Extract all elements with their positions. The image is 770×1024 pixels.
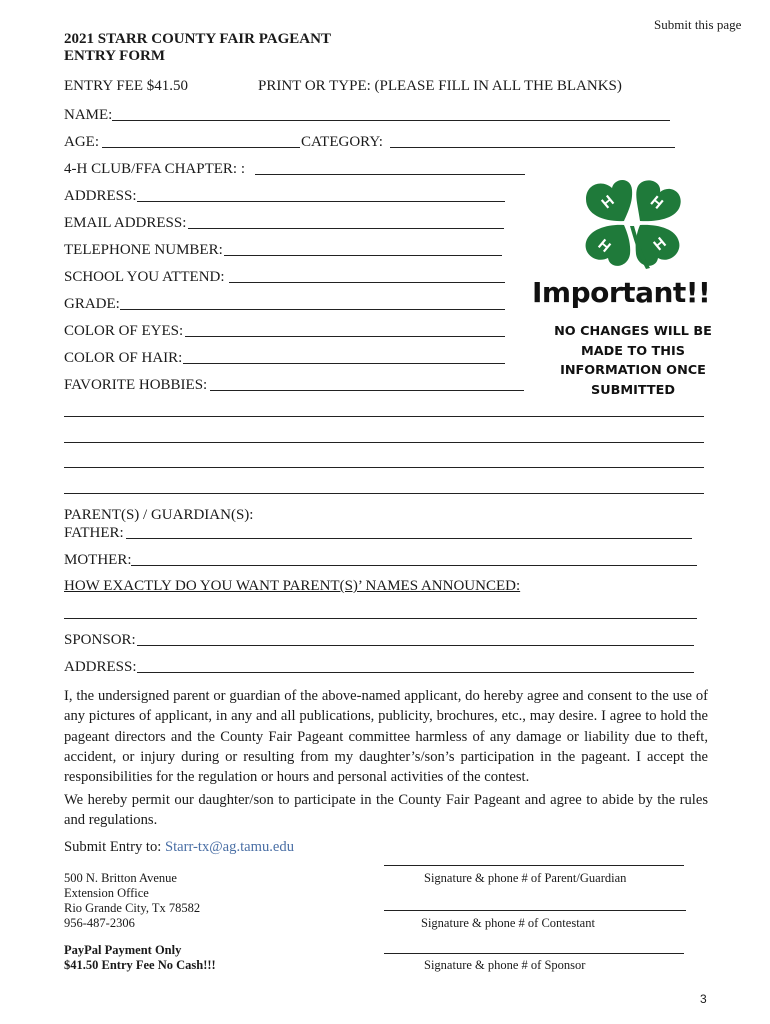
grade-label: GRADE: [64, 296, 120, 312]
agreement-paragraph: I, the undersigned parent or guardian of the above-named applicant, do hereby agree and consent to the use of any pictures of applicant, in any and all publications, publicity, brochures, etc., may desire. I agree to hold the pageant directors and the County Fair Pageant committee harmless of any damage or liability due to theft, accident, or injury during or resulting from my daughter’s/son’s participation in the pageant. I accept the responsibilities for the regulation or hours and personal activities of the contest. [64, 688, 708, 786]
notice-line: SUBMITTED [591, 382, 675, 398]
email-field[interactable] [188, 228, 504, 229]
page-number: 3 [700, 992, 707, 1006]
svg-text:H: H [650, 234, 670, 255]
parent-signature-label: Signature & phone # of Parent/Guardian [424, 871, 627, 885]
office-phone: 956-487-2306 [64, 916, 135, 930]
svg-text:H: H [598, 192, 618, 213]
parent-signature-field[interactable] [384, 865, 684, 866]
mother-label: MOTHER: [64, 552, 132, 568]
submit-entry [64, 839, 294, 856]
fill-instructions: PRINT OR TYPE: (PLEASE FILL IN ALL THE BLANKS) [258, 78, 622, 94]
hobbies-field[interactable] [210, 390, 524, 391]
hobbies-extra-line[interactable] [64, 416, 704, 417]
form-title: 2021 STARR COUNTY FAIR PAGEANT [64, 31, 331, 47]
sponsor-field[interactable] [137, 645, 694, 646]
hobbies-extra-line[interactable] [64, 493, 704, 494]
address-label: ADDRESS: [64, 188, 137, 204]
important-heading: Important!! [532, 276, 711, 309]
age-field[interactable] [102, 147, 300, 148]
school-label: SCHOOL YOU ATTEND: [64, 269, 225, 285]
form-subtitle: ENTRY FORM [64, 48, 165, 64]
announce-label: HOW EXACTLY DO YOU WANT PARENT(S)’ NAMES ANNOUNCED: [64, 578, 521, 594]
svg-text:H: H [646, 192, 667, 213]
eyes-field[interactable] [185, 336, 505, 337]
hobbies-extra-line[interactable] [64, 467, 704, 468]
father-label: FATHER: [64, 525, 124, 541]
address-field[interactable] [137, 201, 505, 202]
hobbies-label: FAVORITE HOBBIES: [64, 377, 208, 393]
parents-heading: PARENT(S) / GUARDIAN(S): [64, 507, 254, 523]
club-field[interactable] [255, 174, 525, 175]
telephone-label: TELEPHONE NUMBER: [64, 242, 223, 258]
hair-label: COLOR OF HAIR: [64, 350, 183, 366]
notice-line: INFORMATION ONCE [560, 363, 706, 378]
school-field[interactable] [229, 282, 505, 283]
permission-paragraph: We hereby permit our daughter/son to participate in the County Fair Pageant and agree to abide by the rules and regulations. [64, 792, 708, 829]
telephone-field[interactable] [224, 255, 502, 256]
clover-logo-icon [576, 174, 688, 272]
sponsor-signature-label: Signature & phone # of Sponsor [424, 958, 586, 972]
club-label: 4-H CLUB/FFA CHAPTER: : [64, 161, 246, 177]
email-label: EMAIL ADDRESS: [64, 215, 187, 231]
notice-line: NO CHANGES WILL BE [554, 324, 712, 339]
payment-fee: $41.50 Entry Fee No Cash!!! [64, 958, 216, 972]
sponsor-label: SPONSOR: [64, 632, 136, 648]
submit-email-link[interactable]: Starr-tx@ag.tamu.edu [164, 839, 295, 855]
announce-field[interactable] [64, 618, 697, 619]
svg-text:H: H [594, 236, 614, 257]
office-name: Extension Office [64, 886, 149, 900]
submit-entry-label: Submit Entry to: [64, 839, 162, 855]
sponsor-signature-field[interactable] [384, 953, 684, 954]
eyes-label: COLOR OF EYES: [64, 323, 184, 339]
payment-method: PayPal Payment Only [64, 943, 182, 957]
mother-field[interactable] [131, 565, 697, 566]
notice-line: MADE TO THIS [581, 343, 685, 359]
office-city: Rio Grande City, Tx 78582 [64, 901, 201, 915]
office-street: 500 N. Britton Avenue [64, 871, 177, 885]
age-label: AGE: [64, 134, 99, 150]
name-label: NAME: [64, 107, 113, 123]
submit-page-button[interactable]: Submit this page [654, 17, 742, 32]
category-label: CATEGORY: [301, 134, 383, 150]
no-changes-notice [548, 322, 718, 400]
name-field[interactable] [112, 120, 670, 121]
contestant-signature-label: Signature & phone # of Contestant [421, 916, 595, 930]
sponsor-address-label: ADDRESS: [64, 659, 137, 675]
father-field[interactable] [126, 538, 692, 539]
contestant-signature-field[interactable] [384, 910, 686, 911]
entry-fee: ENTRY FEE $41.50 [64, 78, 189, 94]
hair-field[interactable] [183, 363, 505, 364]
grade-field[interactable] [120, 309, 505, 310]
category-field[interactable] [390, 147, 675, 148]
hobbies-extra-line[interactable] [64, 442, 704, 443]
sponsor-address-field[interactable] [137, 672, 694, 673]
